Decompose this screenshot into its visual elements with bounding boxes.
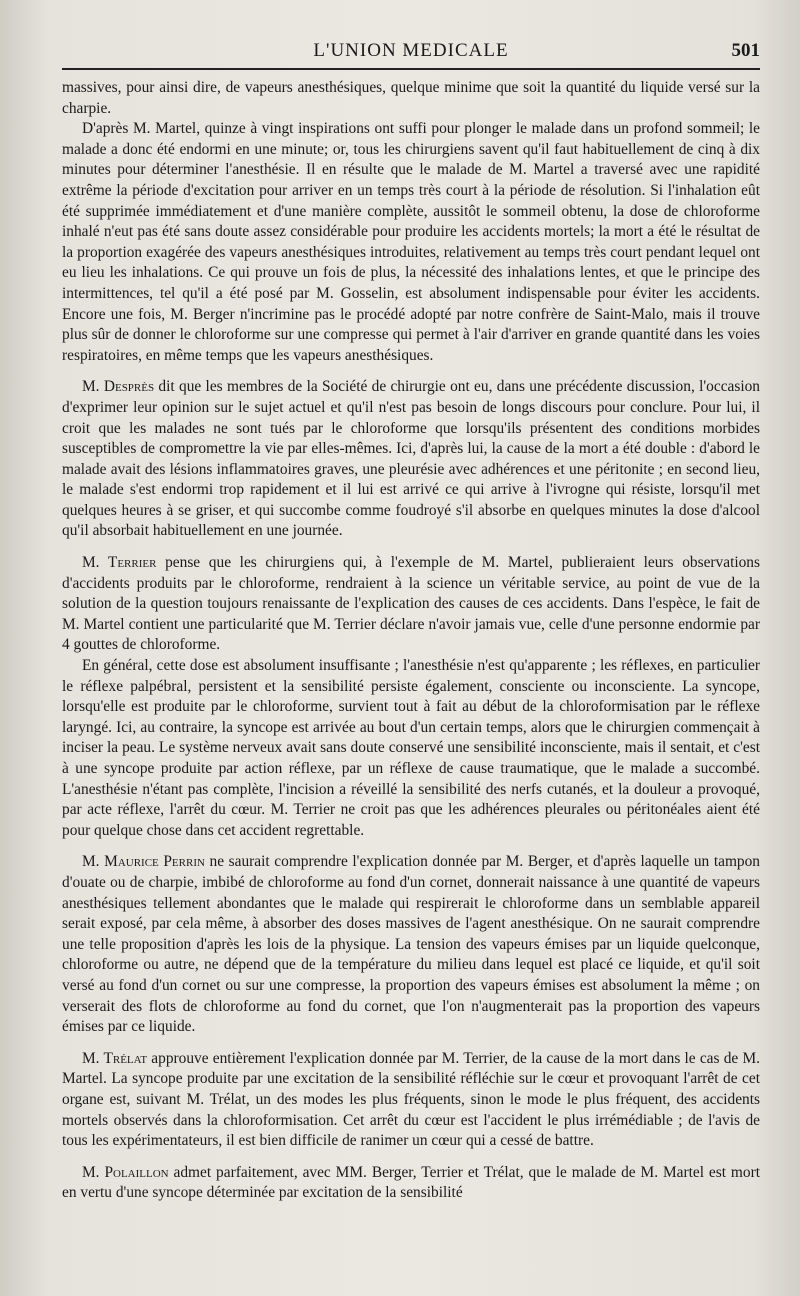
paragraph: M. Polaillon admet parfaitement, avec MM. Berger, Terrier et Trélat, que le malade de M. Martel est mort en vertu d'une syncope déterminée par excitation de la sensibilité [62,1163,760,1202]
paragraph: D'après M. Martel, quinze à vingt inspirations ont suffi pour plonger le malade dans un profond sommeil; le malade a donc été endormi en une minute; or, tous les chirurgiens savent qu'il faut habituellement de cinq à dix minutes pour déterminer l'anesthésie. Il en résulte que le malade de M. Martel a traversé avec une rapidité extrême la période d'excitation pour arriver en un temps très court à la période de résolution. Si l'inhalation eût été supprimée immédiatement et d'une manière complète, aussitôt le sommeil obtenu, la dose de chloroforme inhalé n'eut pas été sans doute assez considérable pour produire les accidents mortels; la mort a été le résultat de la proportion exagérée des vapeurs anesthésiques introduites, relativement au temps très court pendant lequel ont eu lieu les inhalations. Ce qui prouve un fois de plus, la nécessité des inhalations lentes, et que le principe des intermittences, tel qu'il a été posé par M. Gosselin, est absolument indispensable pour éviter les accidents. Encore une fois, M. Berger n'incrimine pas le procédé adopté par notre confrère de Saint-Malo, mais il trouve plus sûr de donner le chloroforme sur une compresse qui permet à l'air d'arriver en grande quantité dans les voies respiratoires, en même temps que les vapeurs anesthésiques. [62,120,760,364]
speaker-name: M. Maurice Perrin [82,853,205,871]
journal-title: L'UNION MEDICALE [313,40,509,61]
paragraph: M. Maurice Perrin ne saurait comprendre l'explication donnée par M. Berger, et d'après laquelle un tampon d'ouate ou de charpie, imbibé de chloroforme au fond d'un cornet, donnerait naissance à une quantité de vapeurs anesthésiques tellement abondantes que le malade qui respirerait le chloroforme dans un semblable appareil serait exposé, par cela même, à absorber des doses massives de l'agent anesthésique. On ne saurait comprendre une telle proposition d'après les lois de la physique. La tension des vapeurs émises par un liquide quelconque, chloroforme ou autre, ne dépend que de la température du milieu dans lequel est placé ce liquide, et qu'il soit versé au fond d'un cornet ou sur une compresse, la proportion des vapeurs émises est absolument la même ; on verserait des flots de chloroforme au fond du cornet, que l'on n'augmenterait pas la proportion des vapeurs émises par ce liquide. [62,853,761,1036]
speaker-name: M. Trélat [82,1049,148,1067]
speaker-name: M. Desprès [82,378,155,396]
paragraph: M. Trélat approuve entièrement l'explication donnée par M. Terrier, de la cause de la mort dans le cas de M. Martel. La syncope produite par une excitation de la sensibilité réfléchie sur le cœur et provoquant l'arrêt de cet organe est, suivant M. Trélat, un des modes les plus fréquents, sinon le mode le plus fréquent, des accidents mortels observés dans la chloroformisation. Cet arrêt du cœur est l'accident le plus irrémédiable ; de l'avis de tous les expérimentateurs, il est bien difficile de ranimer un cœur qui a cessé de battre. [62,1049,760,1150]
paragraph: massives, pour ainsi dire, de vapeurs anesthésiques, quelque minime que soit la quantité du liquide versé sur la charpie. [62,79,760,117]
speaker-name: M. Terrier [82,554,157,572]
paragraph: En général, cette dose est absolument insuffisante ; l'anesthésie n'est qu'apparente ; les réflexes, en particulier le réflexe palpébral, persistent et la sensibilité persiste également, consciente ou inconsciente. La syncope, lorsqu'elle est produite par le chloroforme, survient tout à fait au début de la chloroformisation par le réflexe laryngé. Ici, au contraire, la syncope est arrivée au bout d'un certain temps, alors que le chirurgien commençait à inciser la peau. Le système nerveux avait sans doute conservé une sensibilité inconsciente, mais il sentait, et c'est à une syncope produite par action réflexe, par un réflexe de cause traumatique, que le malade a succombé. L'anesthésie n'étant pas complète, l'incision a réveillé la sensibilité des nerfs cutanés, et la douleur a provoqué, par acte réflexe, l'arrêt du cœur. M. Terrier ne croit pas que les adhérences pleurales ou péritonéales aient été pour quelque chose dans cet accident regrettable. [62,657,760,839]
running-header [62,36,760,70]
page-number: 501 [731,40,760,61]
paragraph: M. Terrier pense que les chirurgiens qui, à l'exemple de M. Martel, publieraient leurs observations d'accidents produits par le chloroforme, rendraient à la science un véritable service, au point de vue de la solution de la question toujours renaissante de l'explication des causes de ces accidents. Dans l'espèce, le fait de M. Martel contient une particularité que M. Terrier déclare n'avoir jamais vue, celle d'une personne endormie par 4 gouttes de chloroforme. [62,554,760,654]
paragraph: M. Desprès dit que les membres de la Société de chirurgie ont eu, dans une précédente discussion, l'occasion d'exprimer leur opinion sur le sujet actuel et qu'il n'est pas besoin de longs discours pour conclure. Pour lui, il croit que les malades ne sont tués par le chloroforme que lorsqu'ils présentent des conditions morbides susceptibles de compromettre la vie par elles-mêmes. Ici, d'après lui, la cause de la mort a été double : d'abord le malade avait des lésions inflammatoires graves, une pleurésie avec adhérences et une péritonite ; en second lieu, le malade s'est endormi trop rapidement et il lui est arrivé ce qui arrive à l'ivrogne qui résiste, lorsqu'il met quelques heures à se griser, et qui succombe comme foudroyé s'il absorbe en quelques minutes la dose d'alcool qu'il absorbait habituellement en une journée. [62,378,761,540]
speaker-name: M. Polaillon [82,1163,169,1181]
